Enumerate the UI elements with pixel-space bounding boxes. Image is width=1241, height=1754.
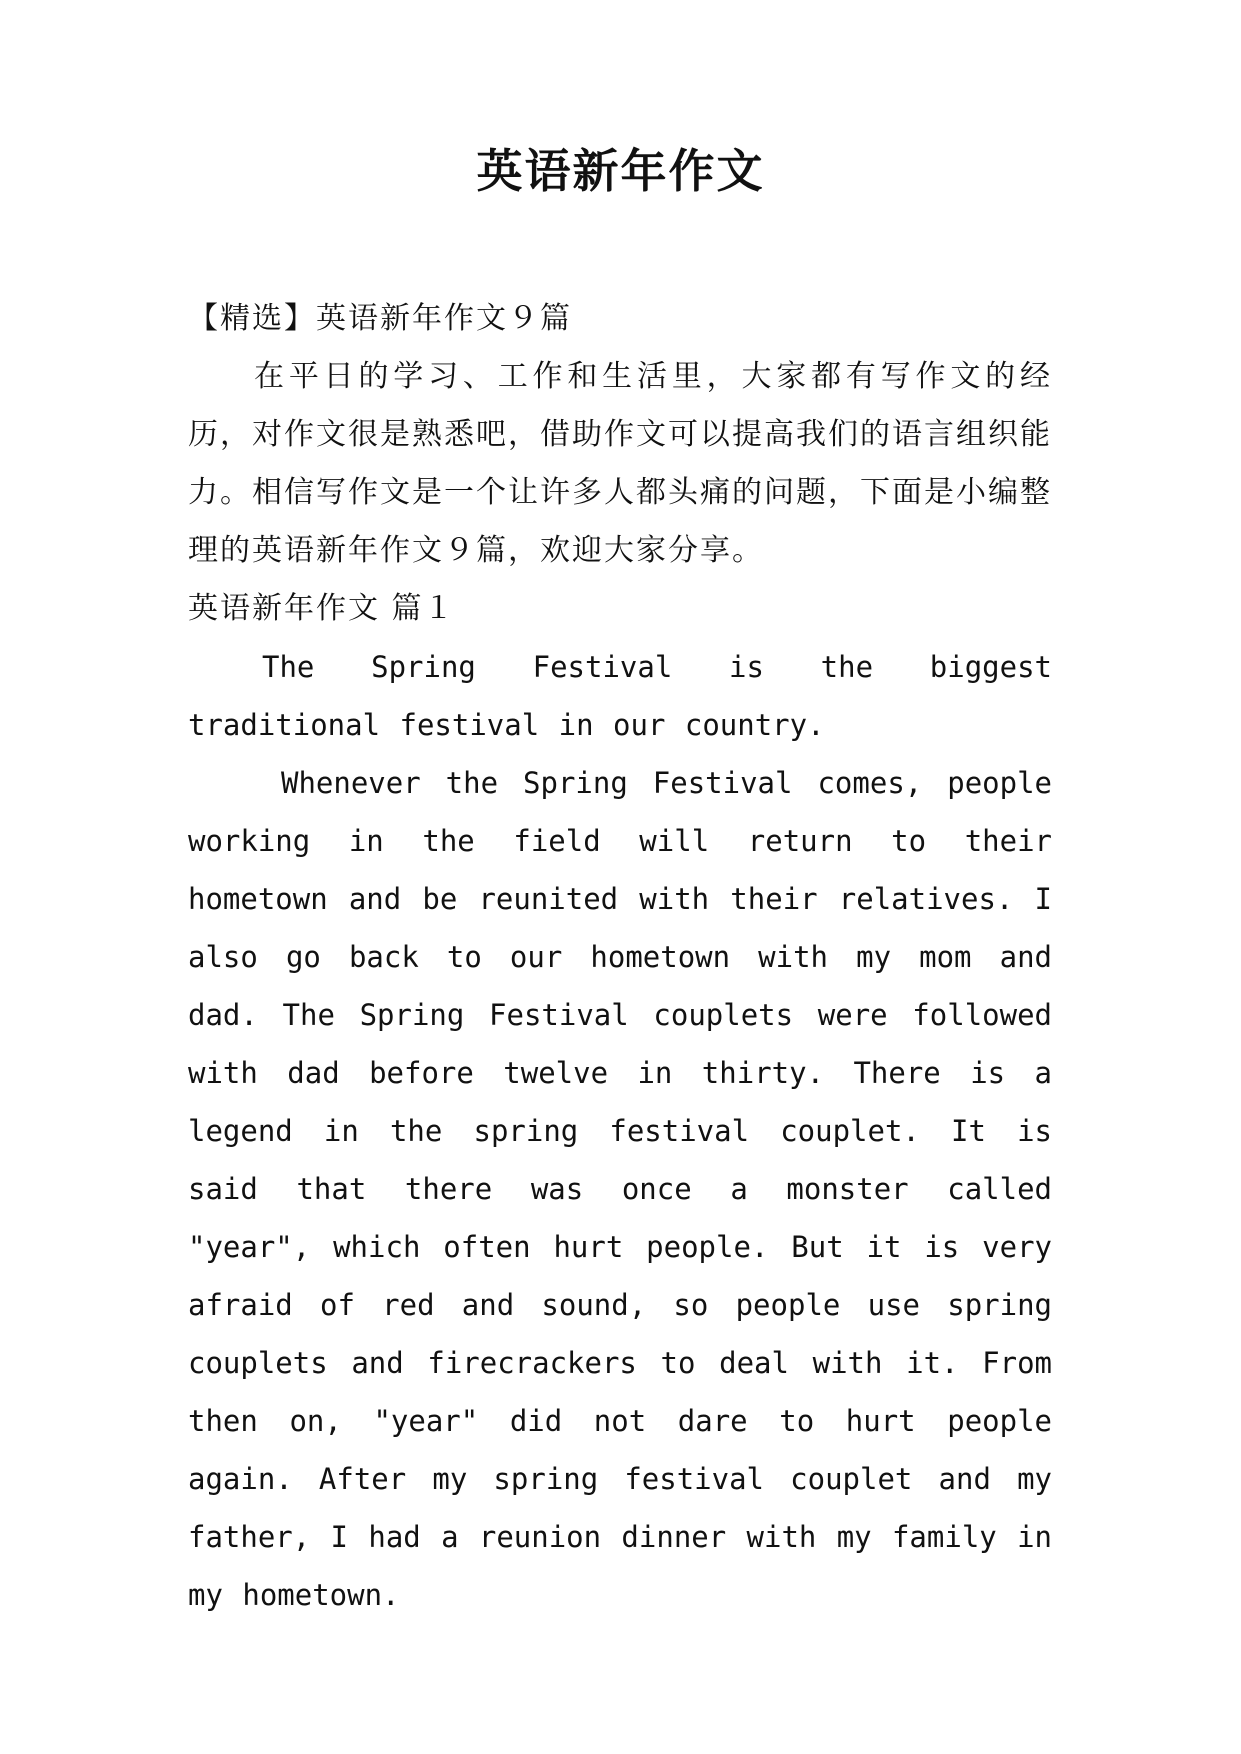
essay-paragraph-1: The Spring Festival is the biggest traditional festival in our country.: [188, 650, 1052, 742]
section-heading: 英语新年作文 篇１: [188, 591, 456, 626]
intro-paragraph: 在平日的学习、工作和生活里，大家都有写作文的经历，对作文很是熟悉吧，借助作文可以提高我们的语言组织能力。相信写作文是一个让许多人都头痛的问题，下面是小编整理的英语新年作文９篇，欢迎大家分享。: [188, 359, 1052, 568]
essay-paragraph-2: Whenever the Spring Festival comes, people working in the field will return to their hometown and be reunited with their relatives. I also go back to our hometown with my mom and dad. The Spring Festival couplets were followed with dad before twelve in thirty. There is a legend in the spring festival couplet. It is said that there was once a monster called "year", which often hurt people. But it is very afraid of red and sound, so people use spring couplets and firecrackers to deal with it. From then on, "year" did not dare to hurt people again. After my spring festival couplet and my father, I had a reunion dinner with my family in my hometown.: [188, 766, 1052, 1612]
document-body: [188, 290, 1052, 1624]
document-title: 英语新年作文: [476, 144, 765, 198]
document-subtitle: 【精选】英语新年作文９篇: [188, 301, 572, 336]
